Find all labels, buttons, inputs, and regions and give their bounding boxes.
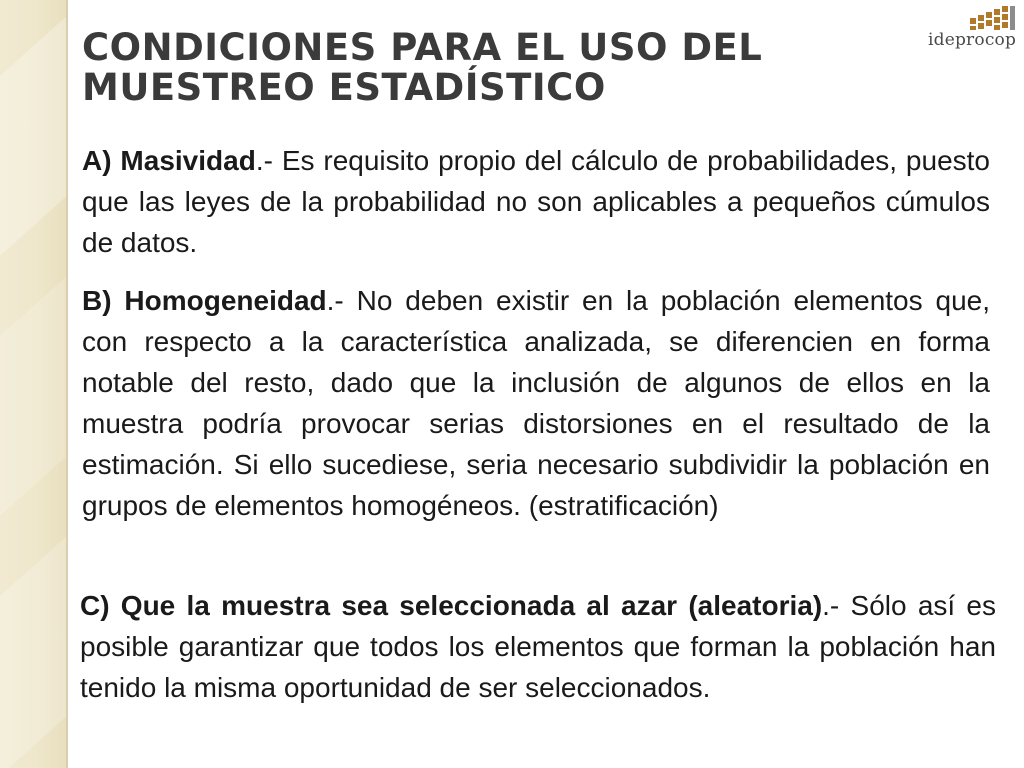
band-divider [66, 0, 68, 768]
company-logo-text: ideprocop [928, 30, 1017, 50]
slide-title [82, 28, 842, 108]
section-heading: B) Homogeneidad [82, 285, 327, 316]
band-stripe [0, 228, 66, 552]
title-line-2: MUESTREO ESTADÍSTICO [82, 66, 606, 109]
section-homogeneidad [82, 280, 990, 526]
band-stripe [0, 488, 66, 768]
decorative-side-band [0, 0, 66, 768]
section-separator: .- [326, 285, 357, 316]
section-body: No deben existir en la población elementos que, con respecto a la característica analizada, se diferencien en forma notable del resto, dado que la inclusión de algunos de ellos en la muestra podría provocar serias distorsiones en el resultado de la estimación. Si ello sucediese, seria necesario subdividir la población en grupos de elementos homogéneos. (estratificación) [82, 285, 990, 521]
section-separator: .- [255, 145, 282, 176]
section-heading: A) Masividad [82, 145, 256, 176]
section-separator: .- [822, 590, 851, 621]
section-aleatoria [80, 585, 996, 708]
section-masividad [82, 140, 990, 263]
band-stripe [0, 0, 66, 292]
title-line-1: CONDICIONES PARA EL USO DEL [82, 26, 763, 69]
section-heading: C) Que la muestra sea seleccionada al azar (aleatoria) [80, 590, 823, 621]
section-body: Sólo así es posible garantizar que todos los elementos que forman la población han tenido la misma oportunidad de ser seleccionados. [80, 590, 997, 703]
section-body: Es requisito propio del cálculo de probabilidades, puesto que las leyes de la probabilidad no son aplicables a pequeños cúmulos de datos. [82, 145, 991, 258]
